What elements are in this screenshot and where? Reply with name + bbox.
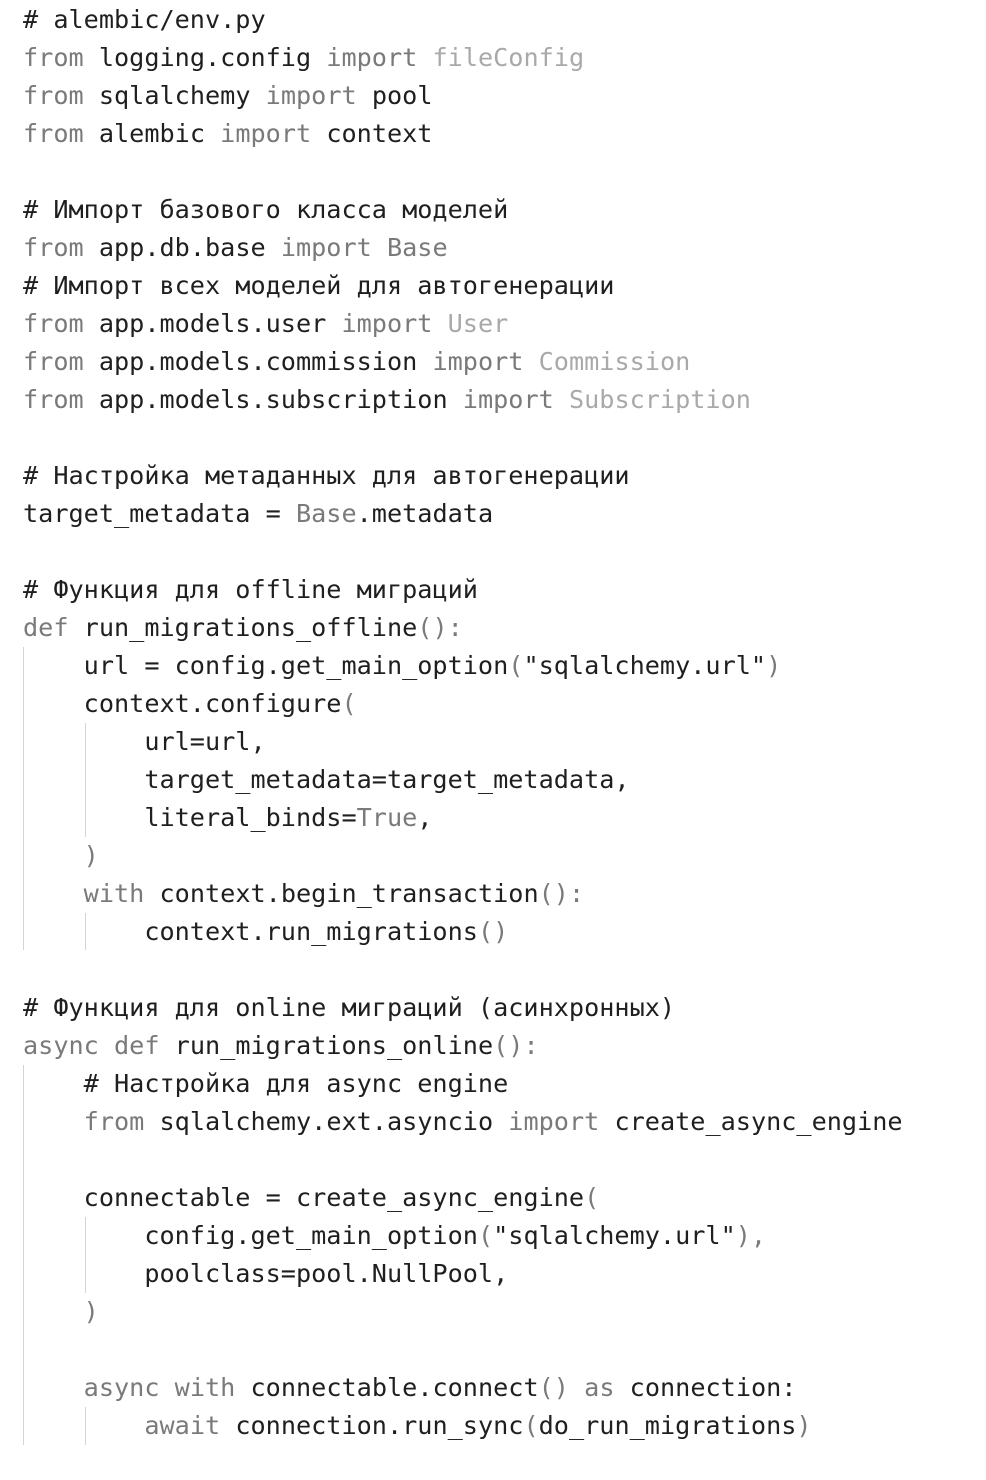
code-keyword: ():	[493, 1031, 539, 1060]
code-text: pool	[356, 81, 433, 110]
code-keyword: ),	[735, 1221, 767, 1250]
code-text	[432, 309, 447, 338]
code-text: context.run_migrations	[23, 917, 478, 946]
code-line	[23, 115, 432, 153]
code-text: context.configure	[23, 689, 342, 718]
code-text	[523, 347, 538, 376]
code-line	[23, 875, 584, 913]
code-text: app.db.base	[83, 233, 281, 262]
code-keyword: with	[174, 1373, 236, 1402]
code-line	[23, 457, 630, 495]
code-keyword: (	[584, 1183, 600, 1212]
code-text: url = config.get_main_option	[23, 651, 509, 680]
code-keyword: )	[796, 1411, 812, 1440]
code-comment: # Настройка для async engine	[23, 1069, 509, 1098]
code-text: create_async_engine	[599, 1107, 903, 1136]
code-line	[23, 1179, 599, 1217]
code-line	[23, 1255, 508, 1293]
code-keyword: Base	[295, 499, 357, 528]
code-text: config.get_main_option	[23, 1221, 478, 1250]
code-comment: # Импорт базового класса моделей	[23, 195, 509, 224]
code-line	[23, 685, 357, 723]
code-text	[554, 385, 569, 414]
code-line	[23, 305, 508, 343]
code-text	[99, 1031, 114, 1060]
code-line	[23, 1293, 99, 1331]
code-keyword: from	[23, 385, 84, 414]
code-keyword: from	[23, 81, 84, 110]
code-text	[23, 1107, 84, 1136]
code-line	[23, 191, 508, 229]
code-line	[23, 647, 781, 685]
code-keyword: )	[83, 1297, 99, 1326]
code-text: context.begin_transaction	[144, 879, 539, 908]
code-keyword: (	[341, 689, 357, 718]
code-line	[23, 381, 751, 419]
code-text	[23, 841, 84, 870]
code-line	[23, 343, 690, 381]
code-line	[23, 837, 99, 875]
code-line	[23, 39, 584, 77]
code-comment: # Импорт всех моделей для автогенерации	[23, 271, 615, 300]
code-text: run_migrations_offline	[68, 613, 418, 642]
code-text: url=url,	[23, 727, 266, 756]
code-keyword: import	[341, 309, 433, 338]
code-text	[23, 1373, 84, 1402]
code-text: .metadata	[356, 499, 494, 528]
code-text: run_migrations_online	[159, 1031, 494, 1060]
code-line	[23, 1217, 766, 1255]
code-keyword: import	[432, 347, 524, 376]
code-unused-name: Commission	[538, 347, 691, 376]
code-text: app.models.user	[83, 309, 342, 338]
code-text: sqlalchemy.ext.asyncio	[144, 1107, 509, 1136]
code-keyword: await	[144, 1411, 221, 1440]
code-keyword: import	[508, 1107, 600, 1136]
code-text	[23, 879, 84, 908]
code-keyword: True	[356, 803, 418, 832]
code-text: poolclass=pool.NullPool,	[23, 1259, 509, 1288]
code-text: target_metadata=target_metadata,	[23, 765, 630, 794]
code-unused-name: fileConfig	[432, 43, 585, 72]
code-text: app.models.subscription	[83, 385, 463, 414]
code-text: "sqlalchemy.url"	[523, 651, 767, 680]
code-keyword: Base	[371, 233, 448, 262]
code-line	[23, 609, 463, 647]
code-keyword: from	[23, 347, 84, 376]
code-keyword: from	[23, 119, 84, 148]
code-text: target_metadata =	[23, 499, 296, 528]
code-text: app.models.commission	[83, 347, 433, 376]
code-keyword: with	[83, 879, 145, 908]
code-text	[23, 1297, 84, 1326]
code-text: connectable.connect	[235, 1373, 539, 1402]
code-line	[23, 1407, 812, 1445]
code-keyword: )	[766, 651, 782, 680]
code-keyword: def	[114, 1031, 160, 1060]
code-text	[569, 1373, 584, 1402]
code-keyword: async	[83, 1373, 160, 1402]
code-text: "sqlalchemy.url"	[493, 1221, 736, 1250]
code-text: connectable = create_async_engine	[23, 1183, 585, 1212]
code-line	[23, 571, 478, 609]
code-line	[23, 77, 432, 115]
code-text	[23, 1411, 144, 1440]
code-line	[23, 799, 432, 837]
code-keyword: import	[326, 43, 418, 72]
code-line	[23, 229, 448, 267]
code-keyword: from	[23, 309, 84, 338]
code-keyword: from	[83, 1107, 145, 1136]
code-unused-name: Subscription	[568, 385, 751, 414]
code-text: literal_binds=	[23, 803, 357, 832]
code-comment: # alembic/env.py	[23, 5, 266, 34]
code-keyword: )	[83, 841, 99, 870]
code-text	[160, 1373, 175, 1402]
code-keyword: import	[265, 81, 357, 110]
code-line	[23, 495, 493, 533]
code-line	[23, 761, 630, 799]
code-keyword: def	[23, 613, 69, 642]
code-keyword: ()	[477, 917, 509, 946]
code-keyword: ():	[417, 613, 463, 642]
code-text	[417, 43, 432, 72]
code-line	[23, 1027, 539, 1065]
code-text: do_run_migrations	[538, 1411, 797, 1440]
code-text: context	[311, 119, 433, 148]
code-text: logging.config	[83, 43, 327, 72]
code-text: connection.run_sync	[220, 1411, 524, 1440]
code-text: sqlalchemy	[83, 81, 266, 110]
code-text: alembic	[83, 119, 221, 148]
code-line	[23, 1065, 508, 1103]
code-text: ,	[417, 803, 433, 832]
code-keyword: import	[462, 385, 554, 414]
code-keyword: from	[23, 43, 84, 72]
code-line	[23, 267, 614, 305]
code-keyword: (	[477, 1221, 494, 1250]
code-keyword: ():	[538, 879, 585, 908]
code-text: connection:	[614, 1373, 797, 1402]
code-keyword: import	[280, 233, 372, 262]
code-keyword: as	[584, 1373, 615, 1402]
code-keyword: (	[508, 651, 524, 680]
code-line	[23, 1103, 903, 1141]
code-comment: # Функция для offline миграций	[23, 575, 478, 604]
code-comment: # Функция для online миграций (асинхронных)	[23, 993, 676, 1022]
code-keyword: from	[23, 233, 84, 262]
code-keyword: async	[23, 1031, 99, 1060]
code-keyword: ()	[538, 1373, 569, 1402]
code-comment: # Настройка метаданных для автогенерации	[23, 461, 630, 490]
code-line	[23, 913, 508, 951]
code-line	[23, 723, 266, 761]
code-line	[23, 989, 675, 1027]
code-line	[23, 1369, 796, 1407]
code-keyword: (	[523, 1411, 539, 1440]
code-keyword: import	[220, 119, 312, 148]
code-line	[23, 1, 266, 39]
code-unused-name: User	[447, 309, 509, 338]
